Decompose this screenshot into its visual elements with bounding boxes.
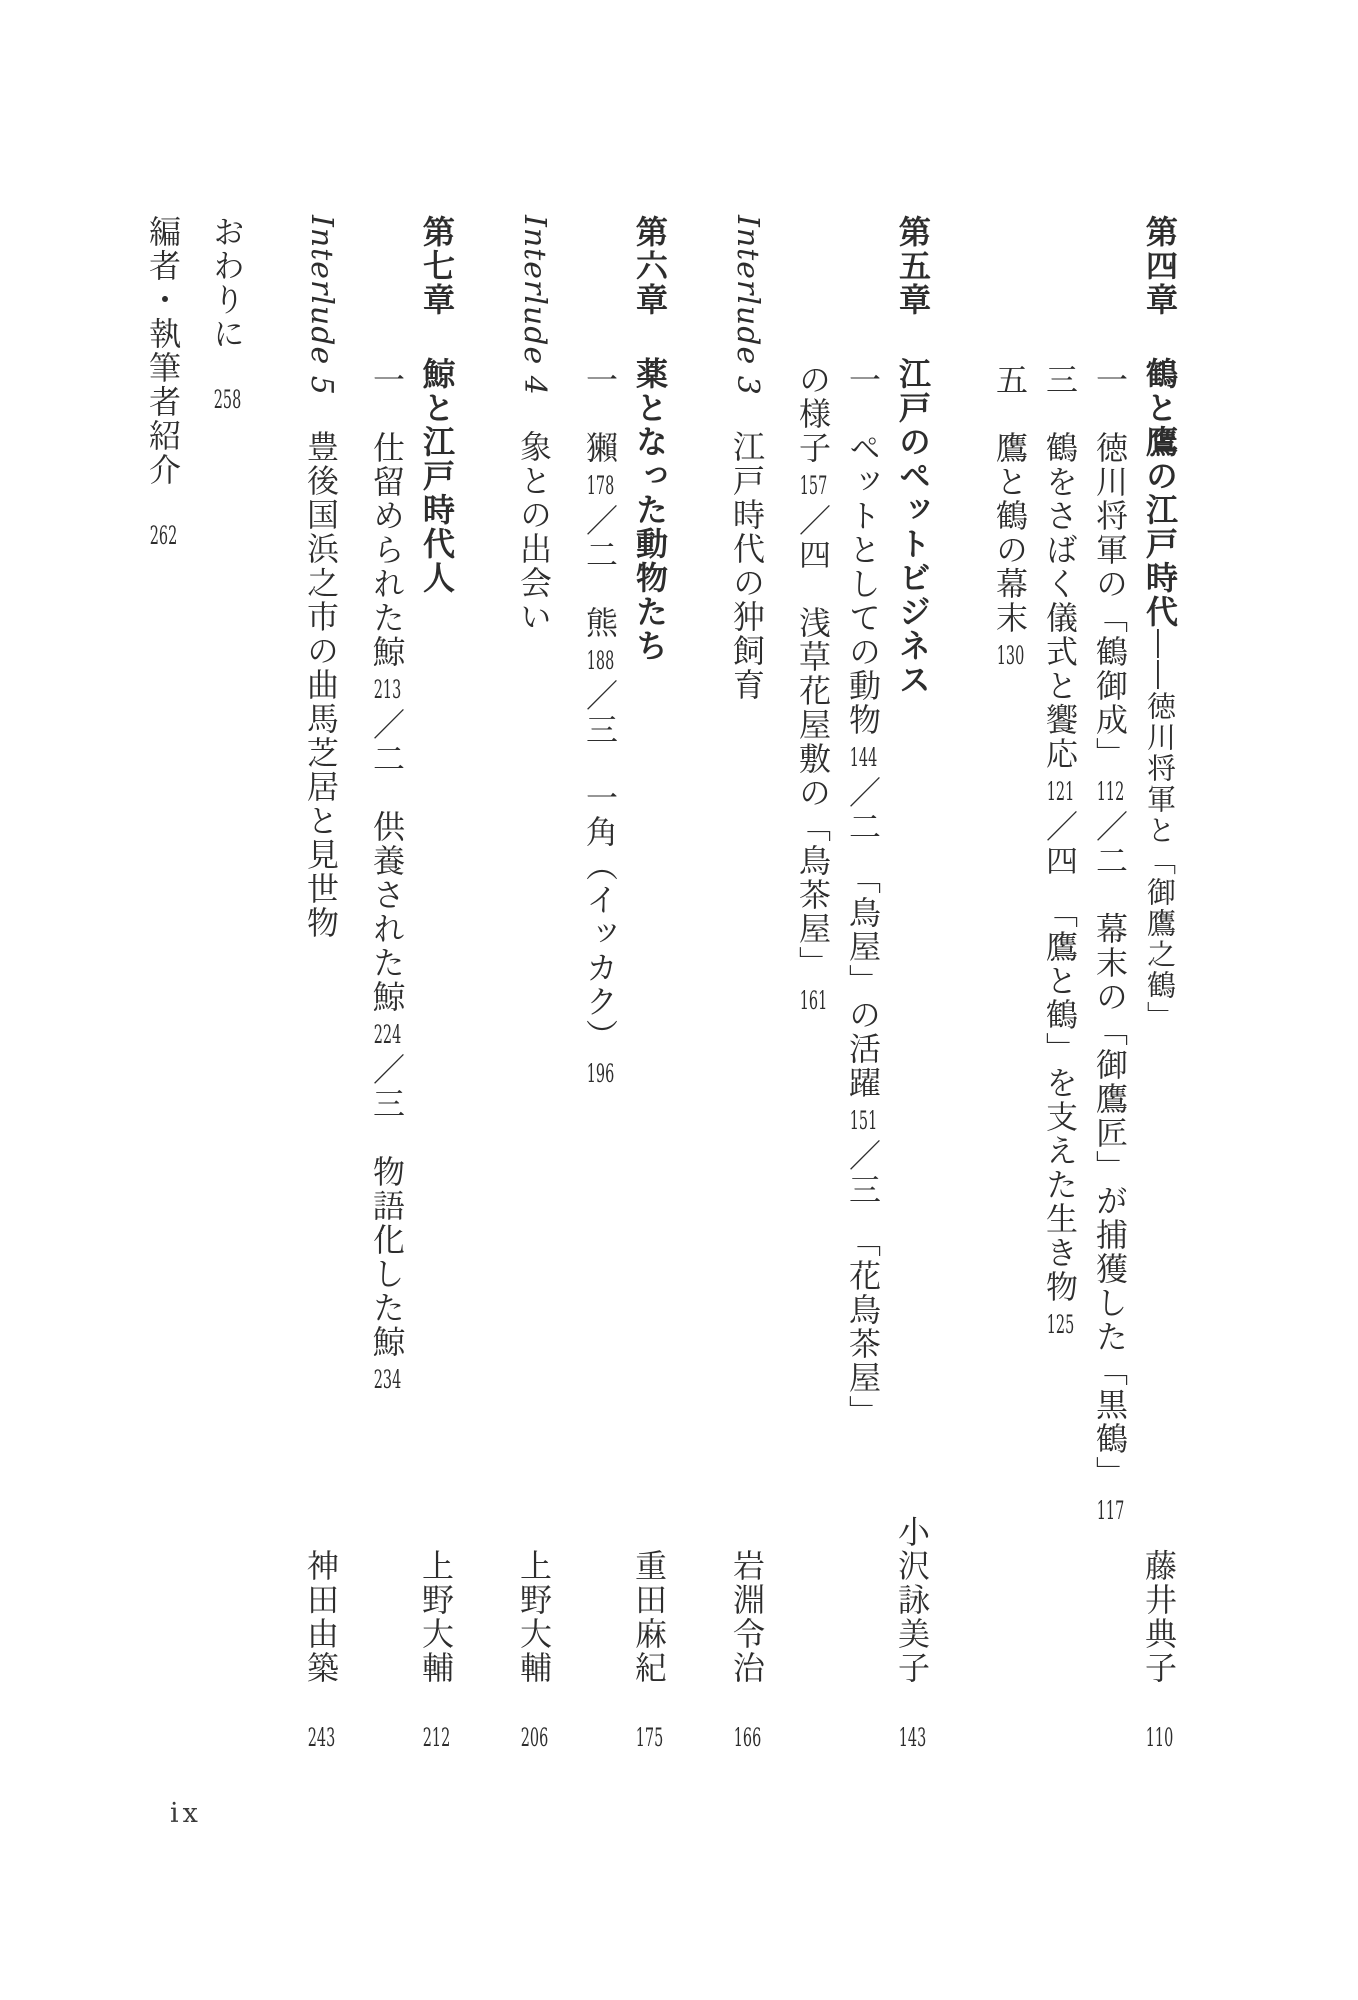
chapter4-sections-column-2 <box>1042 215 1078 1898</box>
interlude3-label: Interlude 3 <box>730 215 765 396</box>
section-page-number: 151 <box>849 1108 878 1133</box>
chapter6-title: 薬となった動物たち <box>631 357 669 663</box>
section-page-number: 125 <box>1046 1312 1075 1337</box>
chapter5-label: 第五章 <box>894 215 932 317</box>
chapter6-title-column <box>632 215 667 1750</box>
section-page-number: 144 <box>849 745 878 770</box>
section-item: ／二 供養された鯨 <box>368 708 406 1014</box>
section-item: 五 鷹と鶴の幕末 <box>991 363 1029 635</box>
interlude5-page-number: 243 <box>307 1725 336 1750</box>
section-page-number: 196 <box>586 1061 615 1086</box>
section-item: 一 徳川将軍の「鶴御成」 <box>1091 363 1129 771</box>
section-item: ／四 浅草花屋敷の「鳥茶屋」 <box>794 504 832 980</box>
chapter5-title-column <box>895 215 930 1750</box>
section-item: 一 ペットとしての動物 <box>844 363 882 737</box>
interlude4-author: 上野大輔 <box>515 1549 553 1685</box>
section-page-number: 157 <box>799 473 828 498</box>
afterword-page-number: 258 <box>213 387 242 412</box>
interlude4-label: Interlude 4 <box>517 215 552 396</box>
section-page-number: 117 <box>1096 1498 1125 1523</box>
contributors-column <box>145 215 181 1750</box>
interlude5-author: 神田由築 <box>302 1549 340 1685</box>
section-page-number: 224 <box>373 1022 402 1047</box>
interlude5-byline <box>303 1549 339 1750</box>
chapter4-byline <box>1141 1549 1177 1750</box>
chapter7-title-column <box>419 215 454 1750</box>
chapter5-sections-column-1 <box>845 215 881 1898</box>
chapter6-page-number: 175 <box>635 1725 664 1750</box>
interlude3-author: 岩淵令治 <box>728 1549 766 1685</box>
section-item: 一 獺 <box>581 363 619 465</box>
chapter7-label: 第七章 <box>418 215 456 317</box>
interlude3-byline <box>729 1549 765 1750</box>
section-page-number: 112 <box>1096 779 1125 804</box>
chapter6-sections-column-1 <box>582 215 618 1898</box>
section-item: の様子 <box>794 363 832 465</box>
afterword-label: おわりに <box>208 215 246 351</box>
interlude3-page-number: 166 <box>733 1725 762 1750</box>
section-page-number: 178 <box>586 473 615 498</box>
section-item: 一 仕留められた鯨 <box>368 363 406 669</box>
chapter4-page-number: 110 <box>1145 1725 1174 1750</box>
interlude5-title: 豊後国浜之市の曲馬芝居と見世物 <box>302 429 340 940</box>
interlude5-column <box>303 215 339 1750</box>
chapter5-page-number: 143 <box>898 1725 927 1750</box>
table-of-contents <box>145 215 1177 1750</box>
chapter6-author: 重田麻紀 <box>630 1549 668 1685</box>
chapter7-author: 上野大輔 <box>417 1549 455 1685</box>
section-item: ／二 幕末の「御鷹匠」が捕獲した「黒鶴」 <box>1091 810 1129 1490</box>
chapter5-author: 小沢詠美子 <box>893 1515 931 1685</box>
chapter4-title-column <box>1142 215 1177 1750</box>
chapter4-subtitle: ――徳川将軍と「御鷹之鶴」 <box>1143 629 1177 1032</box>
interlude5-label: Interlude 5 <box>304 215 339 396</box>
chapter6-byline <box>631 1549 667 1750</box>
section-page-number: 121 <box>1046 779 1075 804</box>
section-page-number: 213 <box>373 677 402 702</box>
interlude4-byline <box>516 1549 552 1750</box>
chapter7-sections-column-1 <box>369 215 405 1898</box>
section-page-number: 234 <box>373 1367 402 1392</box>
interlude3-column <box>729 215 765 1750</box>
chapter6-label: 第六章 <box>631 215 669 317</box>
chapter7-page-number: 212 <box>422 1725 451 1750</box>
folio-page-number: ix <box>170 1798 202 1829</box>
chapter7-byline <box>418 1549 454 1750</box>
section-page-number: 161 <box>799 988 828 1013</box>
interlude4-column <box>516 215 552 1750</box>
chapter5-byline <box>894 1515 930 1750</box>
section-page-number: 130 <box>996 643 1025 668</box>
chapter5-title: 江戸のペットビジネス <box>894 357 932 697</box>
interlude4-page-number: 206 <box>520 1725 549 1750</box>
chapter4-author: 藤井典子 <box>1140 1549 1178 1685</box>
section-item: ／三 物語化した鯨 <box>368 1053 406 1359</box>
interlude3-title: 江戸時代の狆飼育 <box>728 429 766 702</box>
section-item: 三 鶴をさばく儀式と饗応 <box>1041 363 1079 771</box>
section-item: ／三 「花鳥茶屋」 <box>844 1139 882 1429</box>
section-item: ／三 一角（イッカク） <box>581 679 619 1053</box>
section-item: ／四 「鷹と鶴」を支えた生き物 <box>1041 810 1079 1304</box>
chapter7-title: 鯨と江戸時代人 <box>418 357 456 595</box>
chapter5-sections-column-2 <box>795 215 831 1898</box>
section-item: ／二 熊 <box>581 504 619 640</box>
contributors-page-number: 262 <box>149 523 178 548</box>
section-item: ／二 「鳥屋」の活躍 <box>844 776 882 1100</box>
chapter4-title: 鶴と鷹の江戸時代 <box>1141 357 1179 629</box>
contributors-label: 編者・執筆者紹介 <box>144 215 182 487</box>
chapter4-sections-column-1 <box>1092 215 1128 1898</box>
interlude4-title: 象との出会い <box>515 429 553 634</box>
chapter4-sections-column-3 <box>992 215 1028 1898</box>
chapter4-label: 第四章 <box>1141 215 1179 317</box>
section-page-number: 188 <box>586 648 615 673</box>
afterword-column <box>209 215 245 1750</box>
